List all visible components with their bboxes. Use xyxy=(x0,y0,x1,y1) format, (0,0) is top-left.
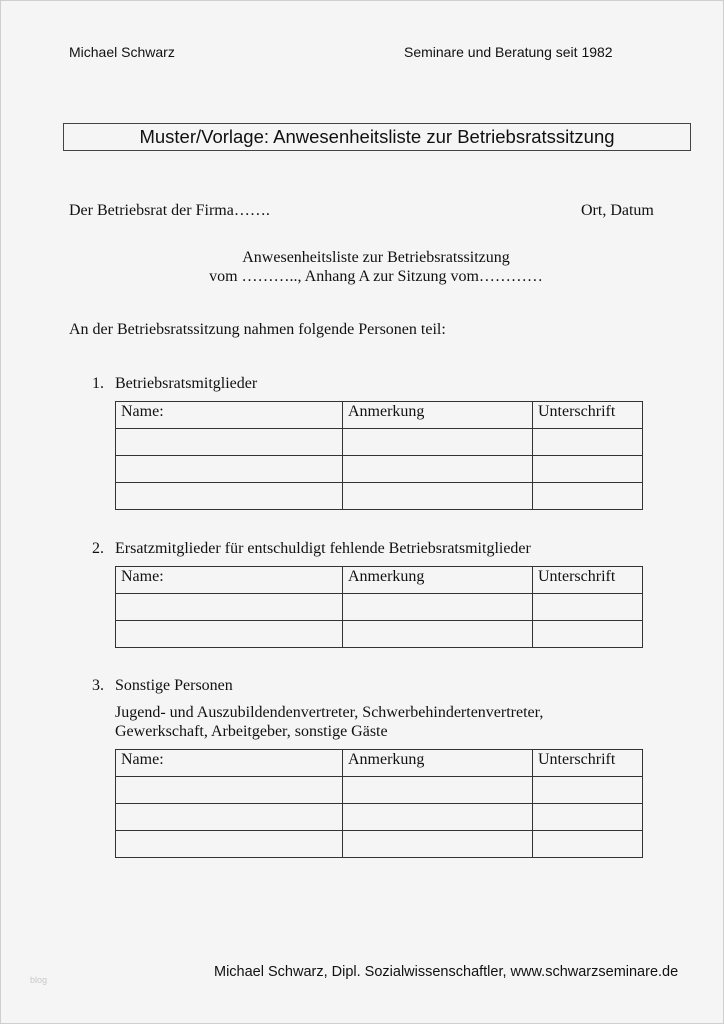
table-members xyxy=(115,401,643,510)
cell[interactable] xyxy=(533,804,643,831)
table-others xyxy=(115,749,643,858)
table-row xyxy=(116,429,643,456)
col-name: Name: xyxy=(116,750,343,777)
table-row xyxy=(116,777,643,804)
subtitle-2: vom ……….., Anhang A zur Sitzung vom………… xyxy=(209,268,543,285)
cell[interactable] xyxy=(343,483,533,510)
cell[interactable] xyxy=(533,483,643,510)
col-signature: Unterschrift xyxy=(533,567,643,594)
cell[interactable] xyxy=(116,594,343,621)
subtitle-1: Anwesenheitsliste zur Betriebsratssitzung xyxy=(242,249,510,266)
table-header-row xyxy=(116,402,643,429)
cell[interactable] xyxy=(116,831,343,858)
col-name: Name: xyxy=(116,402,343,429)
table-header-row xyxy=(116,567,643,594)
col-note: Anmerkung xyxy=(343,402,533,429)
place-date: Ort, Datum xyxy=(581,202,654,219)
table-header-row xyxy=(116,750,643,777)
section-3-desc-1: Jugend- und Auszubildendenvertreter, Schwerbehindertenvertreter, xyxy=(115,704,544,721)
cell[interactable] xyxy=(343,777,533,804)
col-note: Anmerkung xyxy=(343,567,533,594)
col-signature: Unterschrift xyxy=(533,750,643,777)
firm-line: Der Betriebsrat der Firma……. xyxy=(69,202,270,219)
cell[interactable] xyxy=(116,621,343,648)
col-name: Name: xyxy=(116,567,343,594)
footer-text: Michael Schwarz, Dipl. Sozialwissenschaftler, www.schwarzseminare.de xyxy=(214,964,679,980)
section-2-number: 2. xyxy=(92,540,104,557)
cell[interactable] xyxy=(116,429,343,456)
cell[interactable] xyxy=(343,831,533,858)
cell[interactable] xyxy=(533,456,643,483)
section-3-heading: Sonstige Personen xyxy=(115,677,233,694)
cell[interactable] xyxy=(343,456,533,483)
cell[interactable] xyxy=(343,594,533,621)
cell[interactable] xyxy=(533,594,643,621)
section-3-desc-2: Gewerkschaft, Arbeitgeber, sonstige Gäste xyxy=(115,723,388,740)
cell[interactable] xyxy=(533,621,643,648)
cell[interactable] xyxy=(343,621,533,648)
header-tagline: Seminare und Beratung seit 1982 xyxy=(404,44,613,60)
document-title: Muster/Vorlage: Anwesenheitsliste zur Betriebsratssitzung xyxy=(63,123,691,151)
watermark: blog xyxy=(30,975,48,985)
table-substitutes xyxy=(115,566,643,648)
intro-text: An der Betriebsratssitzung nahmen folgende Personen teil: xyxy=(69,321,446,338)
cell[interactable] xyxy=(116,777,343,804)
cell[interactable] xyxy=(116,804,343,831)
cell[interactable] xyxy=(116,456,343,483)
cell[interactable] xyxy=(343,429,533,456)
cell[interactable] xyxy=(116,483,343,510)
table-row xyxy=(116,594,643,621)
col-note: Anmerkung xyxy=(343,750,533,777)
cell[interactable] xyxy=(533,777,643,804)
section-3-number: 3. xyxy=(92,677,104,694)
cell[interactable] xyxy=(343,804,533,831)
table-row xyxy=(116,831,643,858)
section-2-heading: Ersatzmitglieder für entschuldigt fehlende Betriebsratsmitglieder xyxy=(115,540,531,557)
cell[interactable] xyxy=(533,831,643,858)
col-signature: Unterschrift xyxy=(533,402,643,429)
section-1-number: 1. xyxy=(92,375,104,392)
cell[interactable] xyxy=(533,429,643,456)
table-row xyxy=(116,456,643,483)
table-row xyxy=(116,483,643,510)
table-row xyxy=(116,804,643,831)
header-author: Michael Schwarz xyxy=(69,44,175,60)
section-1-heading: Betriebsratsmitglieder xyxy=(115,375,258,392)
table-row xyxy=(116,621,643,648)
